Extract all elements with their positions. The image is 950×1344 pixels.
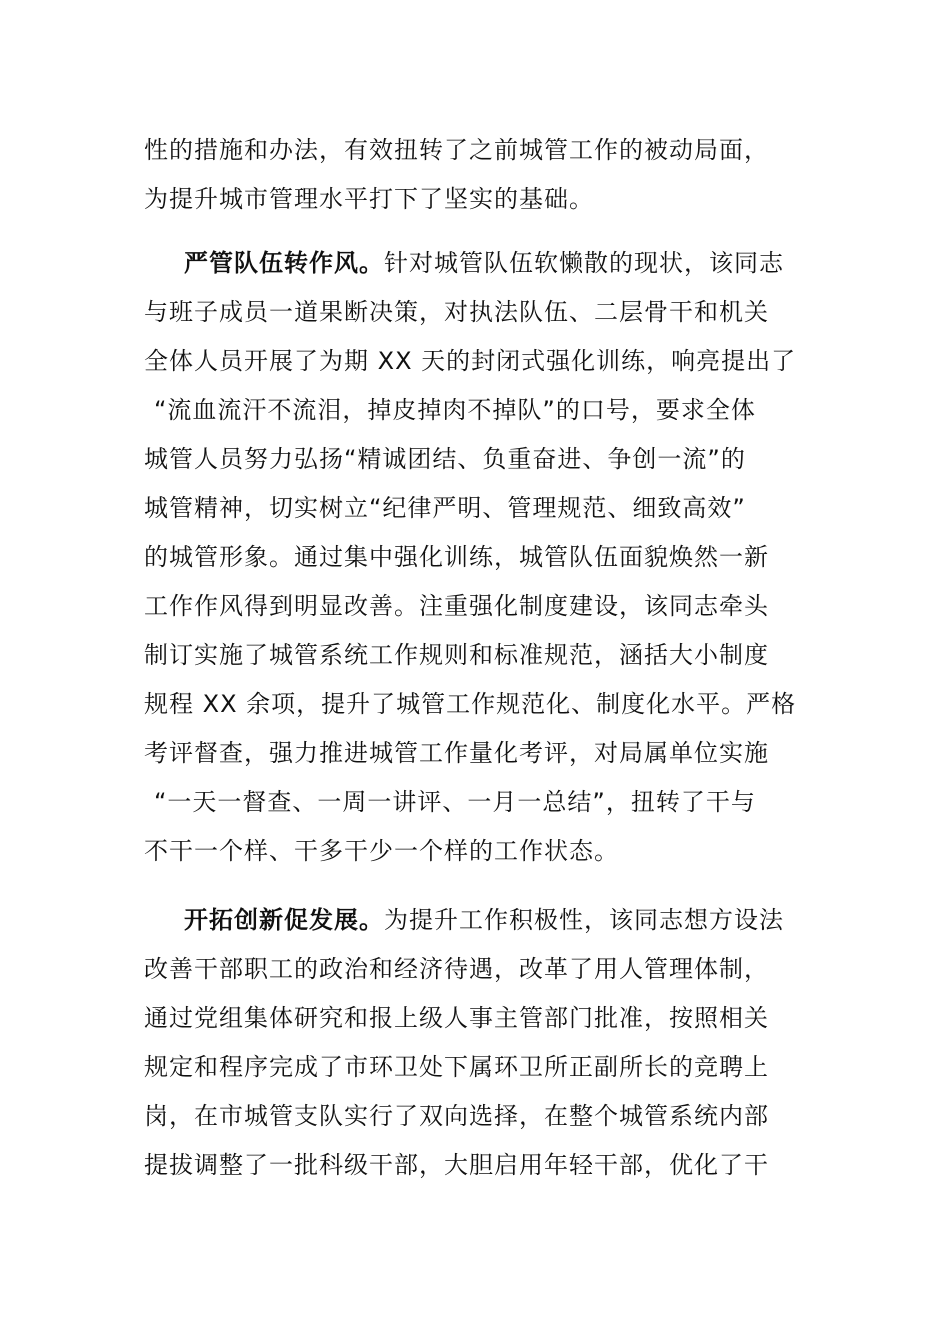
paragraph-innovation — [144, 902, 824, 1202]
text-line: 性的措施和办法，有效扭转了之前城管工作的被动局面， — [144, 136, 769, 164]
text-line: 改善干部职工的政治和经济待遇，改革了用人管理体制， — [144, 955, 769, 983]
paragraph-discipline — [144, 245, 824, 885]
text-span: 为提升工作积极性，该同志想方设法 — [384, 906, 784, 934]
text-line: 城管精神，切实树立“纪律严明、管理规范、细致高效” — [144, 494, 746, 522]
section-heading: 开拓创新促发展。 — [184, 906, 384, 934]
text-line: 提拔调整了一批科级干部，大胆启用年轻干部，优化了干 — [144, 1151, 769, 1179]
text-line: “流血流汗不流泪，掉皮掉肉不掉队”的口号，要求全体 — [154, 396, 756, 424]
text-line: 岗，在市城管支队实行了双向选择，在整个城管系统内部 — [144, 1102, 769, 1130]
text-line: 的城管形象。通过集中强化训练，城管队伍面貌焕然一新 — [144, 543, 769, 571]
text-line: 工作作风得到明显改善。注重强化制度建设，该同志牵头 — [144, 592, 769, 620]
text-line: “一天一督查、一周一讲评、一月一总结”，扭转了干与 — [154, 788, 756, 816]
text-line: 规程 XX 余项，提升了城管工作规范化、制度化水平。严格 — [144, 690, 797, 718]
section-heading: 严管队伍转作风。 — [184, 249, 384, 277]
text-line: 制订实施了城管系统工作规则和标准规范，涵括大小制度 — [144, 641, 769, 669]
text-line: 考评督查，强力推进城管工作量化考评，对局属单位实施 — [144, 739, 769, 767]
text-line: 城管人员努力弘扬“精诚团结、负重奋进、争创一流”的 — [144, 445, 746, 473]
text-line: 不干一个样、干多干少一个样的工作状态。 — [144, 837, 619, 865]
text-line: 全体人员开展了为期 XX 天的封闭式强化训练，响亮提出了 — [144, 347, 797, 375]
paragraph-continuation — [144, 132, 824, 222]
text-line: 与班子成员一道果断决策，对执法队伍、二层骨干和机关 — [144, 298, 769, 326]
text-line: 规定和程序完成了市环卫处下属环卫所正副所长的竞聘上 — [144, 1053, 769, 1081]
text-line — [184, 245, 784, 281]
text-line: 通过党组集体研究和报上级人事主管部门批准，按照相关 — [144, 1004, 769, 1032]
text-line — [184, 902, 784, 938]
text-line: 为提升城市管理水平打下了坚实的基础。 — [144, 185, 594, 213]
text-span: 针对城管队伍软懒散的现状，该同志 — [384, 249, 784, 277]
